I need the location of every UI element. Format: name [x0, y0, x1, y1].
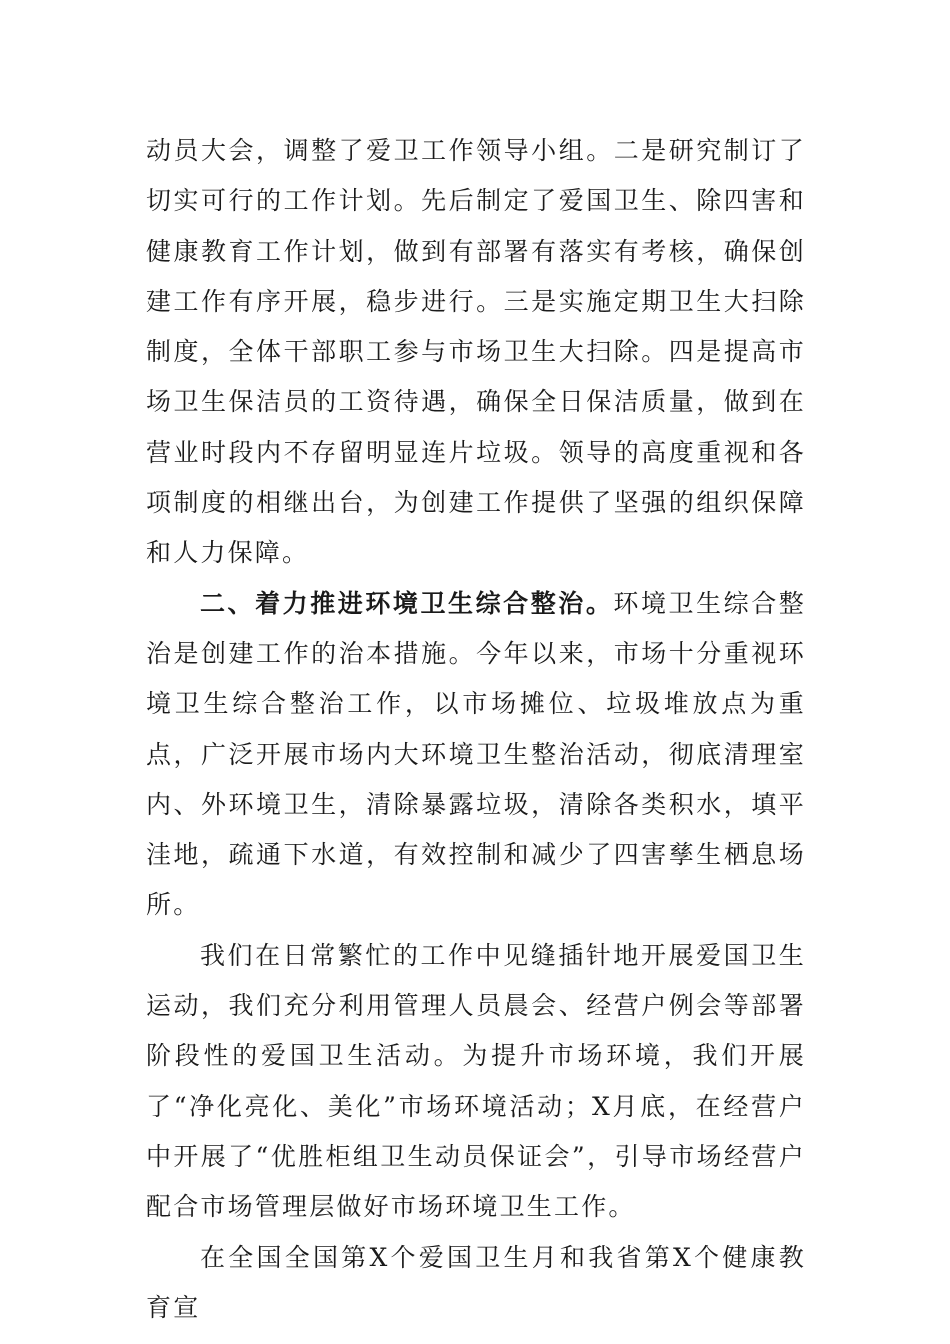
paragraph-activities [146, 931, 806, 1233]
paragraph-text: 我们在日常繁忙的工作中见缝插针地开展爱国卫生运动，我们充分利用管理人员晨会、经营户例会等部署阶段性的爱国卫生活动。为提升市场环境，我们开展了“净化亮化、美化”市场环境活动；X月底，在经营户中开展了“优胜柜组卫生动员保证会”，引导市场经营户配合市场管理层做好市场环境卫生工作。 [146, 940, 806, 1222]
body-text [146, 126, 806, 1333]
paragraph-section-two [146, 579, 806, 931]
paragraph-text: 环境卫生综合整治是创建工作的治本措施。今年以来，市场十分重视环境卫生综合整治工作，以市场摊位、垃圾堆放点为重点，广泛开展市场内大环境卫生整治活动，彻底清理室内、外环境卫生，清除暴露垃圾，清除各类积水，填平洼地，疏通下水道，有效控制和减少了四害孳生栖息场所。 [146, 588, 806, 920]
paragraph-text: 动员大会，调整了爱卫工作领导小组。二是研究制订了切实可行的工作计划。先后制定了爱国卫生、除四害和健康教育工作计划，做到有部署有落实有考核，确保创建工作有序开展，稳步进行。三是实施定期卫生大扫除制度，全体干部职工参与市场卫生大扫除。四是提高市场卫生保洁员的工资待遇，确保全日保洁质量，做到在营业时段内不存留明显连片垃圾。领导的高度重视和各项制度的相继出台，为创建工作提供了坚强的组织保障和人力保障。 [146, 136, 806, 568]
paragraph-text: 在全国全国第X个爱国卫生月和我省第X个健康教育宣 [146, 1242, 806, 1322]
paragraph-health-month [146, 1233, 806, 1334]
section-heading: 二、着力推进环境卫生综合整治。 [200, 588, 614, 618]
paragraph-continued [146, 126, 806, 579]
